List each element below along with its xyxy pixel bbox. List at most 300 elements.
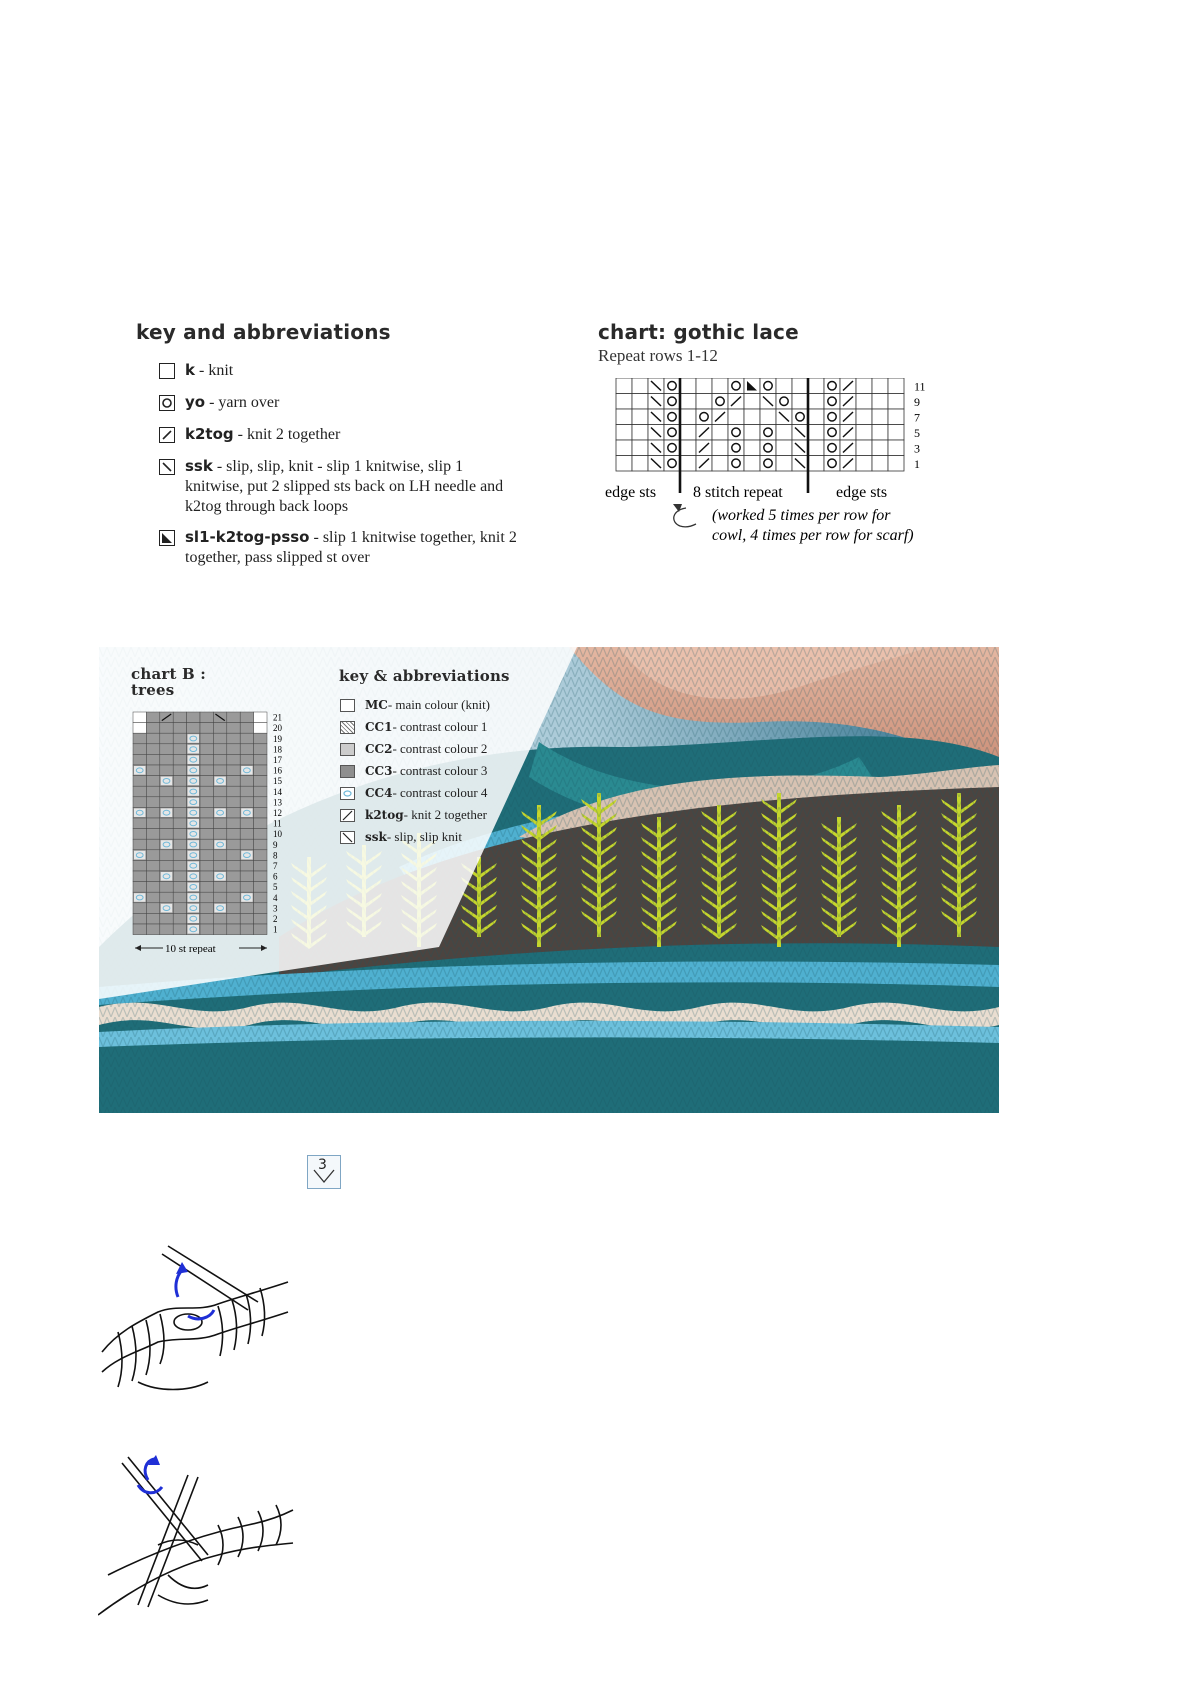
cc4-cell [188,830,199,839]
chart-b-cell [146,839,159,850]
lace-chart-title: chart: gothic lace [598,320,799,344]
lace-cell [680,409,696,425]
lace-cell [760,378,776,394]
lace-cell [680,425,696,441]
chart-b-cell [200,839,213,850]
cc4-cell [161,777,172,786]
lace-cell [712,409,728,425]
cc4-cell [161,872,172,881]
mc-square-icon [340,699,355,712]
lace-cell [664,409,680,425]
chart-b-cell [227,733,240,744]
chart-b-cell [227,829,240,840]
chart-b-cell [254,797,267,808]
chart-b-cell [240,754,253,765]
chart-b-cell [133,913,146,924]
chart-b-cell [227,903,240,914]
lace-cell [664,394,680,410]
lace-cell [776,456,792,472]
key-desc: - contrast colour 1 [392,719,488,734]
chart-b-cell [227,797,240,808]
lace-cell [760,409,776,425]
chart-b-cell [254,807,267,818]
chart-b-cell [227,871,240,882]
decrease-3-symbol-icon [307,1155,341,1189]
chart-b-cell [133,733,146,744]
chart-b-cell [133,860,146,871]
chart-b-cell [227,786,240,797]
key-title: key and abbreviations [136,320,391,344]
chart-b-cell [240,723,253,734]
chart-b-cell [213,765,226,776]
lace-cell [744,409,760,425]
cc4-cell [188,755,199,764]
chart-b-key-title: key & abbreviations [339,667,510,685]
chart-b-cell [173,860,186,871]
chart-b-cell [240,818,253,829]
chart-b-cell [160,913,173,924]
chart-b-cell [240,786,253,797]
lace-cell [664,378,680,394]
chart-b-cell [254,733,267,744]
lace-cell [808,378,824,394]
cc4-cell [188,925,199,934]
lace-cell [856,456,872,472]
chart-b-cell [200,818,213,829]
chart-b-cell [213,882,226,893]
chart-b-cell [187,712,200,723]
chart-b-cell [254,765,267,776]
lace-cell [824,394,840,410]
chart-b-cell [200,807,213,818]
lace-cell [760,440,776,456]
key-item-desc: knit [208,362,234,379]
chart-b-key-ssk [340,829,462,845]
chart-b-cell [254,744,267,755]
chart-b-cell [227,924,240,935]
chart-b-cell [240,860,253,871]
cc4-cell [241,766,252,775]
lace-cell [648,378,664,394]
chart-b-cell [240,871,253,882]
chart-b-cell [254,818,267,829]
chart-b-cell [200,903,213,914]
knitting-illustration-2 [98,1455,298,1625]
lace-cell [728,425,744,441]
chart-b-cell [200,754,213,765]
chart-b-cell [240,903,253,914]
lace-cell [824,425,840,441]
chart-b-cell [227,850,240,861]
lace-cell [840,456,856,472]
chart-b-cell [200,723,213,734]
chart-b-row-label: 1 [273,924,278,935]
chart-b-cell [173,871,186,882]
lace-cell [728,440,744,456]
chart-b-row-label: 6 [273,871,278,882]
lace-cell [840,378,856,394]
chart-b-cell [200,860,213,871]
lace-chart [600,378,960,558]
chart-b-cell [173,850,186,861]
lace-cell [872,456,888,472]
chart-b-cell [254,892,267,903]
lace-cell [616,378,632,394]
chart-b-cell [213,786,226,797]
lace-cell [792,456,808,472]
chart-b-row-label: 18 [273,744,282,755]
chart-b-cell [146,860,159,871]
lace-cell [872,394,888,410]
lace-cell [872,378,888,394]
chart-b-cell [173,818,186,829]
chart-b-cell [146,892,159,903]
key-item-ssk [159,456,525,517]
lace-cell [680,394,696,410]
chart-b-cell [213,733,226,744]
lace-cell [776,425,792,441]
chart-b-cell [173,924,186,935]
cc4-cell [161,904,172,913]
chart-b-cell [254,786,267,797]
chart-b-cell [133,829,146,840]
cc4-cell [214,872,225,881]
key-item-sep: - [205,394,219,411]
chart-b-cell [254,723,267,734]
chart-b-cell [173,786,186,797]
lace-cell [776,378,792,394]
lace-cell [744,425,760,441]
lace-cell [616,425,632,441]
lace-cell [840,425,856,441]
chart-b-cell [160,924,173,935]
chart-b-cell [160,850,173,861]
chart-b-cell [146,829,159,840]
chart-b-cell [213,924,226,935]
chart-b-cell [146,807,159,818]
lace-cell [824,378,840,394]
lace-cell [856,378,872,394]
key-name: CC2 [365,742,393,756]
chart-b-cell [240,797,253,808]
lace-cell [744,456,760,472]
chart-b-cell [213,829,226,840]
chart-b-cell [146,776,159,787]
chart-b-cell [240,744,253,755]
empty-square-icon [159,363,175,379]
note-line-1: (worked 5 times per row for [712,507,891,524]
chart-b-cell [254,882,267,893]
chart-b-repeat-label: 10 st repeat [165,943,216,954]
chart-b-cell [133,797,146,808]
key-desc: - contrast colour 4 [392,785,488,800]
chart-b-cell [146,903,159,914]
cc4-cell [188,872,199,881]
key-item-yo [159,392,525,413]
lace-cell [712,394,728,410]
lace-cell [664,456,680,472]
lace-cell [888,440,904,456]
cc4-cell [188,798,199,807]
hatched-square-icon [340,721,355,734]
blue-arrow-up-icon [176,1270,182,1297]
lace-cell [712,440,728,456]
lace-cell [888,378,904,394]
chart-b-cell [213,744,226,755]
lace-cell [872,440,888,456]
chart-b-cell [227,892,240,903]
chart-b-cell [254,839,267,850]
cc4-cell [188,777,199,786]
lace-cell [728,394,744,410]
chart-b-cell [227,765,240,776]
edge-sts-left-label: edge sts [605,484,657,501]
chart-b-cell [227,839,240,850]
lace-cell [856,409,872,425]
chart-b-cell [133,871,146,882]
chart-b-cell [173,903,186,914]
lace-cell [696,378,712,394]
chart-b-cell [227,882,240,893]
lace-cell [616,409,632,425]
chart-b-row-label: 4 [273,892,278,903]
chart-b-key-cc2 [340,741,487,757]
chart-b-cell [133,924,146,935]
chart-b-row-label: 10 [273,829,282,840]
lace-row-number: 5 [914,426,920,440]
key-desc: - main colour (knit) [387,697,491,712]
lace-cell [824,409,840,425]
key-item-name: yo [185,393,206,411]
lace-cell [792,425,808,441]
repeat-label: 8 stitch repeat [693,484,783,501]
lace-cell [648,440,664,456]
chart-b-cell [200,733,213,744]
chart-b-cell [240,913,253,924]
chart-b-cell [173,892,186,903]
lace-cell [632,425,648,441]
lace-cell [712,378,728,394]
chart-b-cell [160,765,173,776]
chart-b-cell [146,797,159,808]
cc4-cell [161,840,172,849]
lace-cell [888,425,904,441]
chart-b-cell [254,754,267,765]
chart-b-row-label: 3 [273,903,278,914]
chart-b-cell [146,786,159,797]
key-item-sep: - [212,458,227,475]
chart-b-cell [200,765,213,776]
lace-cell [680,378,696,394]
key-name: MC [365,698,388,712]
lace-cell [648,394,664,410]
lace-row-number: 1 [914,457,920,471]
chart-b-title-1: chart B : [131,665,207,683]
chart-b-cell [227,723,240,734]
chart-b-cell [146,871,159,882]
chart-b-cell [227,776,240,787]
lace-cell [632,440,648,456]
lace-cell [888,394,904,410]
chart-b-cell [200,850,213,861]
lace-cell [632,456,648,472]
chart-b-cell [227,913,240,924]
lace-row-number: 3 [914,441,920,456]
chart-b-row-label: 12 [273,808,282,818]
chart-b-cell [160,797,173,808]
chart-b-cell [227,818,240,829]
lace-cell [728,409,744,425]
lace-cell [824,440,840,456]
cc4-cell [134,893,145,902]
lace-cell [840,440,856,456]
chart-b-cell [160,829,173,840]
left-slash-icon [159,459,175,475]
chart-b-cell [133,882,146,893]
lace-cell [744,378,760,394]
key-item-desc: yarn over [218,394,280,411]
lace-cell [872,425,888,441]
chart-b-row-label: 7 [273,861,278,871]
chart-b-cell [240,924,253,935]
cc4-cell [188,904,199,913]
lace-cell [840,409,856,425]
filled-triangle-icon [159,530,175,546]
key-item-name: k2tog [185,425,234,443]
cc4-cell [214,840,225,849]
chart-b-cell [200,892,213,903]
cc4-cell [188,851,199,860]
lace-cell [792,440,808,456]
cc4-cell [241,851,252,860]
right-slash-icon [159,427,175,443]
lace-cell [872,409,888,425]
chart-b-cell [240,733,253,744]
chart-b-cell [240,712,253,723]
chart-b-cell [254,913,267,924]
cc4-cell [188,787,199,796]
chart-b-cell [133,903,146,914]
chart-b-row-label: 11 [273,818,282,829]
chart-b-row-label: 15 [273,776,282,787]
chart-b-cell [254,829,267,840]
chart-b-cell [240,839,253,850]
lace-cell [648,409,664,425]
chart-b-cell [173,765,186,776]
lace-cell [616,394,632,410]
cc4-cell [188,883,199,892]
chart-b-cell [133,786,146,797]
chart-b-row-label: 2 [273,914,278,924]
lace-cell [808,409,824,425]
chart-b-cell [213,860,226,871]
lace-cell [792,378,808,394]
lace-cell [760,394,776,410]
chart-b-cell [240,882,253,893]
chart-b-cell [146,913,159,924]
right-slash-icon [340,809,355,822]
chart-b-key-mc [340,697,490,713]
chart-b-cell [227,744,240,755]
chart-b-cell [173,797,186,808]
lace-cell [888,456,904,472]
left-slash-icon [340,831,355,844]
chart-b-cell [133,776,146,787]
chart-b-cell [133,744,146,755]
lace-cell [856,440,872,456]
cc4-cell [188,893,199,902]
chart-b-cell [173,723,186,734]
chart-b-cell [213,913,226,924]
lace-row-number: 11 [914,379,926,394]
chart-b-cell [146,733,159,744]
chart-b-cell [200,871,213,882]
lace-cell [840,394,856,410]
cc4-cell [134,766,145,775]
chart-b-cell [173,807,186,818]
key-item-sep: - [233,426,247,443]
cc4-cell [214,904,225,913]
key-name: k2tog [365,808,404,822]
lace-cell [856,425,872,441]
lace-cell [808,394,824,410]
lace-cell [856,394,872,410]
cc4-cell [188,766,199,775]
chart-b-row-label: 19 [273,733,282,744]
lace-cell [808,440,824,456]
chart-b-key-cc3 [340,763,487,779]
key-item-name: sl1-k2tog-psso [185,528,310,546]
chart-b-title-2: trees [131,681,175,699]
chart-b-row-label: 20 [273,723,282,734]
lace-cell [680,456,696,472]
lace-cell [760,456,776,472]
chart-b-cell [160,882,173,893]
chart-b-cell [254,924,267,935]
chart-b-cell [213,818,226,829]
chart-b-cell [146,765,159,776]
cc4-cell [188,914,199,923]
chart-b-cell [200,882,213,893]
lace-cell [808,425,824,441]
lace-cell [792,394,808,410]
key-name: CC3 [365,764,393,778]
key-item-desc: slip 1 knitwise together, knit 2 together, pass slipped st over [185,529,517,566]
key-item-k [159,360,525,381]
chart-b-cell [146,712,159,723]
chart-b-cell [240,776,253,787]
lace-cell [696,440,712,456]
key-item-k2tog [159,424,525,445]
chart-b-cell [227,807,240,818]
key-item-desc: knit 2 together [246,426,341,443]
chart-b-cell [160,818,173,829]
diamond-square-icon [340,787,355,800]
key-item-name: k [185,361,195,379]
lace-cell [776,409,792,425]
cc4-cell [188,745,199,754]
chart-b-cell [160,744,173,755]
edge-sts-right-label: edge sts [836,484,888,501]
chart-b-cell [200,924,213,935]
key-desc: - slip, slip knit [386,829,462,844]
chart-b-cell [200,776,213,787]
cc4-cell [188,861,199,870]
chart-b-cell [227,754,240,765]
key-item-sl1-k2tog-psso [159,527,525,568]
lace-cell [616,440,632,456]
key-item-sep: - [194,362,209,379]
